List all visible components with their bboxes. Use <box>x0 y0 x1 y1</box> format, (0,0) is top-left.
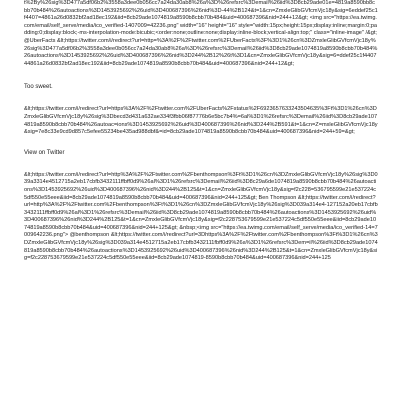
blank-line <box>24 68 378 83</box>
blank-line <box>24 157 378 172</box>
raw-status-link-block: &lt;https://twitter.com/i/redirect?url=https%3A%2F%2Ftwitter.com%2FUberFacts%2Fstatus%2F6923657633243504635%3Ft%3D1%26cn%3DZmxleGlibGVfcmVjc18y%26sig%3Dbecd3d431a632ae334f3fbb06f87776b6e5bc7b4%=6al%3D1%26refsrc%3Demail%26iid%3D8cb29ade1074819a8590b8cbb70b484%26autoac=ions%3D1453925692%26uid%3D400687396%26nid%3D244%2B591&t=1&cn=Z=mxleGlibGVfcmVjc18y&sig=7e8c33e9cd9d857c5efee55234be435ad988dbf&=id=8cb29ade1074819a8590b8cbb70b484&uid=400687396&nid=244+59=&gt; <box>24 106 378 136</box>
tweet-text: Too sweet. <box>24 84 53 91</box>
raw-html-block-benthompson: &lt;https://twitter.com/i/redirect?url=http%3A%2F%2Ftwitter.com%2Fbenthompson%3Ft%3D1%26cn%3DZmxleGlibGVfcmVjc18y%26sig%3D039a3314e4512715a2eb17cbfb3432111ffbff0d9%26al%3D1%26refsrc%3Demail%26iid%3D8c29a6de1074819a8590b8cbb70b484%26autoactions%3D1453925692%26uid%3D400687396%26nid%3D244%2B125&t=1&cn=ZmxleGlibGVfcmVjc18y&sig=f2c228=536795599e21e537224c5df550e55eee&iid=8cb29ade1074819a8590b8cbb70b484&uid=400687396&nid=244+125&gt; Ben Thompson &lt;https://twitter.com/i/redirect?url=http%3A%2F%2Ftwitter.com%2Fbenthompson%3Ft%3D1%26cn%3DZmxleGlibGVfcmVjc18y%26sig%3D039a314e4-127152a20eb17cbfb3432111ffbff0d9%26al%3D1%26refsrc%3Demail%26iid%3D8cb29ade1074819a8590b8cbb70b484%26autoactions%3D1453925692%26uid%3D400687396%26nid%3D244%2B125&t=1&cn=ZmxleGlibGVfcmVjc18y&sig=f2c228753679599e21e537224c5df550e55eee&iid=8cb29ade1074819a8590b8cbb70b484&uid=400687396&nid=244+125&gt; &nbsp;<img src="https://ea.twimg.com/email/self_serve/media/ico_verified-14=7009642236.png"> @benthompson &lt;https://twitter.com/i/redirect?url=3Dhttps%3A%2F%2Ftwitter.com%2Fbenthompson%3Ft%3D1%26cn%3DZmxleGlibGVfcmVjc18y%26sig%3D039a314e4512715a2eb17cbfb3432111fbff0d9%26a%3D1%26refsrc%3Dem=il%26iid%3D8cb29ade1074819a8590b8cbb70b484%26autoactions%3D1453925692%26uid%3D400687396%26nid%3D244%2B125&t=1&cn=ZmxleGlibGVfcmVjc18y&sig=f2c228753679599e21e537224c5df550e55eee&iid=8cb29ade1074819-8590b8cbb70b484&uid=400687396&nid=244+125 <box>24 171 378 262</box>
view-on-twitter-link-text: View on Twitter <box>24 149 65 156</box>
blank-line <box>24 137 378 149</box>
blank-line <box>24 91 378 106</box>
raw-html-block-uberfacts-header: t%2By%26sig%3D477a5df06b2%3558a3dee0b056cc7a24da30ab8%26a%3D%26refsrc%3Demail%26iid%3D8cb29ade01e=4819a8590bb8cbb70b484%26autoactions%3D1453925692%26uid%3D400687396%26nid%3D-44%2B124&t=1&cn=ZmxleGlibGVfcmVjc18y&sig=6eddef25c1f4407=4861a26d0832bf2ad18ec192&iid=8cb29ade1074819a8590b8cbb70b484&uid=400687396&nid=244+12&gt; <img src="https://ea.twimg.com/email/self_serve/media/ico_verified-1407009=42236.png" width="16" height="16" style="width:15px;height:15px;display:inline;margin:0;padding:0;display:block;-ms-interpolation-mode:bicubic;<order:none;outline:none;display:inline-block;vertical-align:top;" class="inline-image" /&gt; @UberFacts &lt;https://twitter.com/i/redirect?url=http=%3A%2F%2Ftwitter.com%2FUberFacts%3F%3D1%26cn%3DZmxleGlibGVfcmVjc18y%26sig%3D477a5df06b2%3558a3dee0b056cc7a24da30ab8%26a%3D%26refsrc%3Demail%26iid%3D8cb29ade1074819a8590b8cbb70b484%26autoactions%3D1453925692%26uid%3D400687396%26nid%3D244%2B12%26t%3D1&cn=ZmxleGlibGVfcmVjc18y&sig=6=ddef25c1f440744861a26d0832bf2ad18ec192&iid=8cb29ade1074819a8590b8cbb70b484&uid=400687396&nid=244+12&gt; <box>24 0 378 67</box>
